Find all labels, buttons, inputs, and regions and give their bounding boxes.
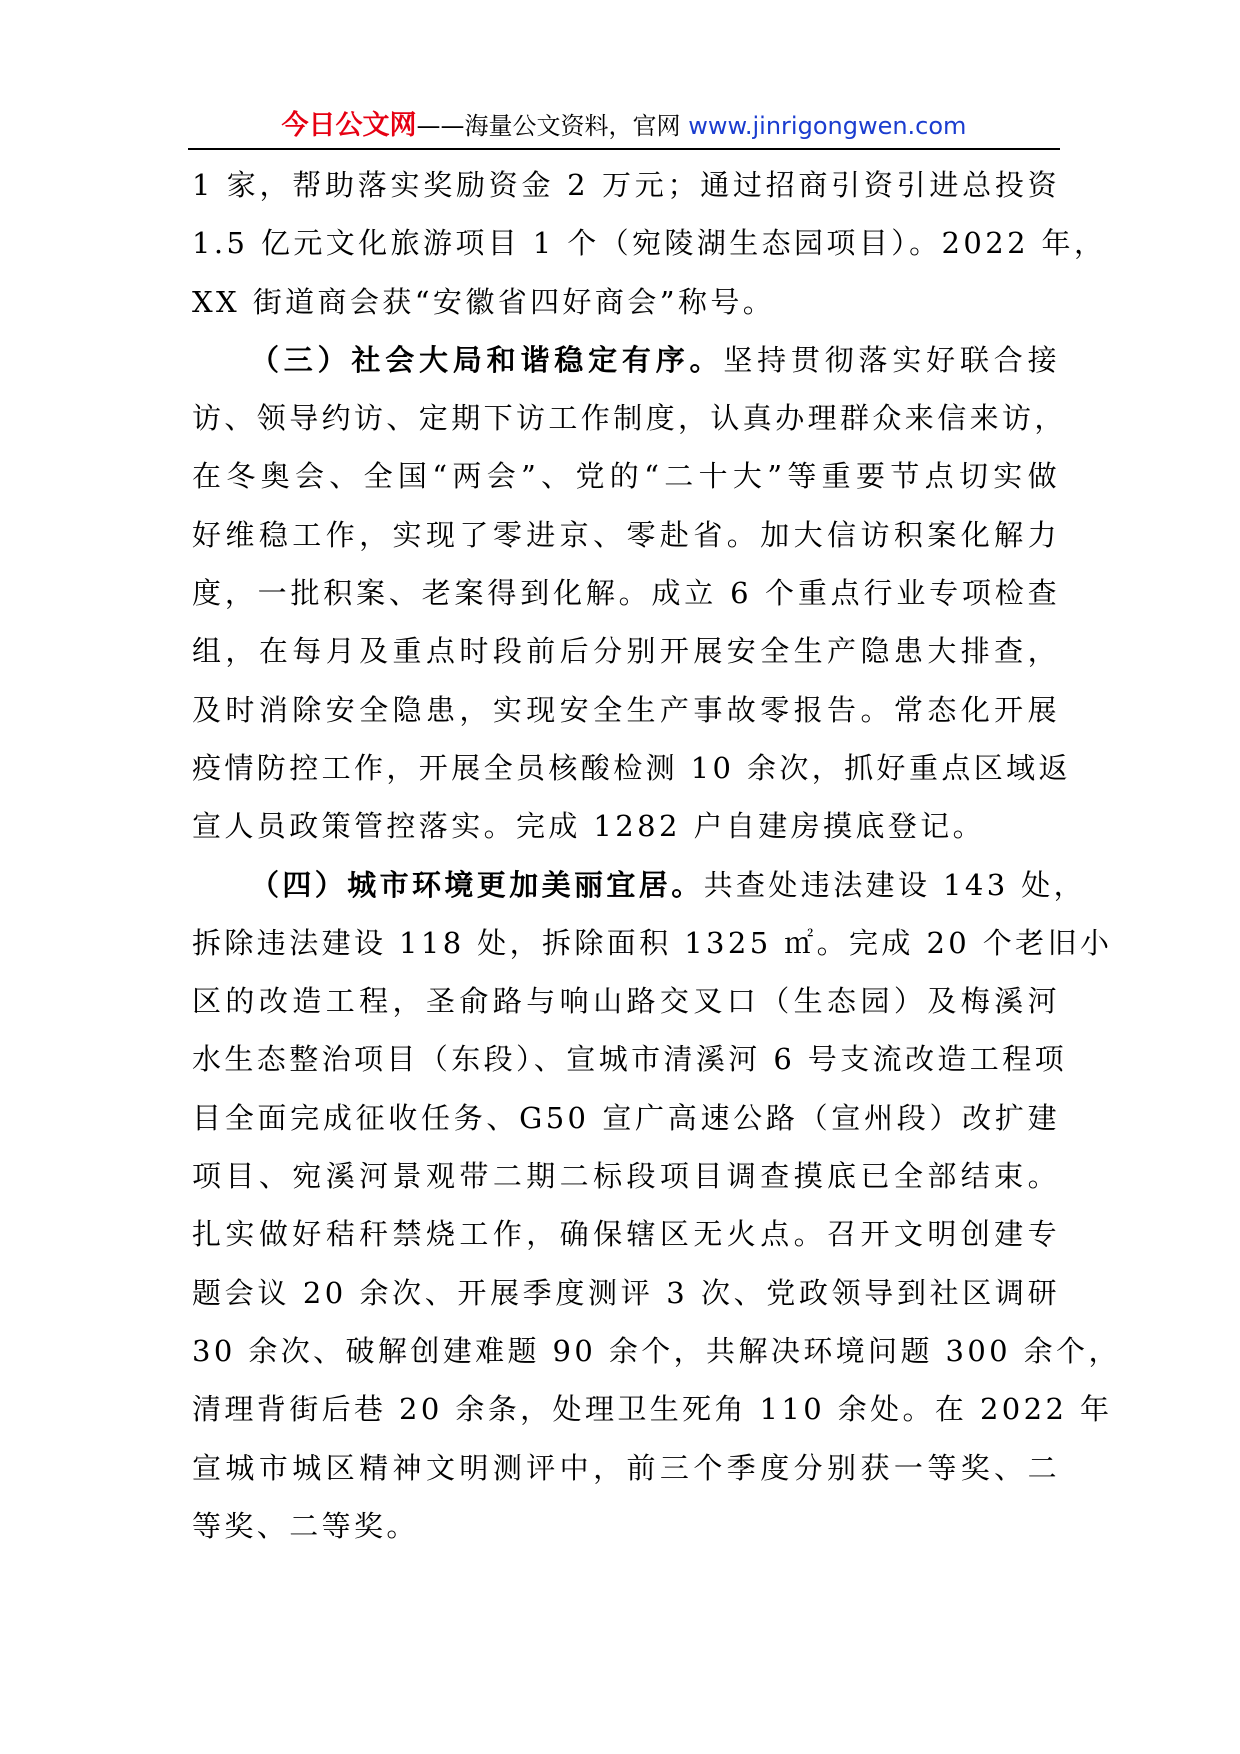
text-line: 30 余次、破解创建难题 90 余个，共解决环境问题 300 余个，	[192, 1333, 1121, 1368]
text-line: 好维稳工作，实现了零进京、零赴省。加大信访积案化解力	[192, 517, 1060, 552]
text-line: 拆除违法建设 118 处，拆除面积 1325 ㎡。完成 20 个老旧小	[192, 925, 1113, 960]
site-url-link[interactable]: www.jinrigongwen.com	[688, 112, 967, 140]
site-brand: 今日公文网	[281, 110, 417, 141]
text-line: 及时消除安全隐患，实现安全生产事故零报告。常态化开展	[192, 692, 1060, 727]
text-line: 1 家，帮助落实奖励资金 2 万元；通过招商引资引进总投资	[192, 168, 1060, 202]
text-line: 宣人员政策管控落实。完成 1282 户自建房摸底登记。	[192, 809, 986, 844]
paragraph-1	[192, 156, 1107, 331]
paragraph-social-stability	[192, 331, 1071, 856]
text-line: 水生态整治项目（东段）、宣城市清溪河 6 号支流改造工程项	[192, 1042, 1067, 1077]
text-line: 在冬奥会、全国“两会”、党的“二十大”等重要节点切实做	[192, 459, 1060, 494]
text-line: XX 街道商会获“安徽省四好商会”称号。	[192, 284, 776, 319]
text-line: 疫情防控工作，开展全员核酸检测 10 余次，抓好重点区域返	[192, 750, 1071, 785]
text-line: 等奖、二等奖。	[192, 1508, 419, 1543]
text-line-rest: 坚持贯彻落实好联合接	[723, 342, 1060, 377]
text-line: 题会议 20 余次、开展季度测评 3 次、党政领导到社区调研	[192, 1275, 1060, 1310]
section-heading-4: （四）城市环境更加美丽宜居。	[250, 867, 704, 902]
header-divider	[188, 148, 1060, 150]
text-line: 宣城市城区精神文明测评中，前三个季度分别获一等奖、二	[192, 1450, 1060, 1485]
section-heading-3: （三）社会大局和谐稳定有序。	[250, 342, 724, 377]
text-line: 1.5 亿元文化旅游项目 1 个（宛陵湖生态园项目）。2022 年，	[192, 226, 1107, 261]
text-line: 目全面完成征收任务、G50 宣广高速公路（宣州段）改扩建	[192, 1100, 1060, 1135]
text-line: 访、领导约访、定期下访工作制度，认真办理群众来信来访，	[192, 401, 1067, 436]
text-line-rest: 共查处违法建设 143 处，	[703, 867, 1086, 902]
paragraph-urban-environment	[192, 856, 1121, 1556]
text-line: 组，在每月及重点时段前后分别开展安全生产隐患大排查，	[192, 634, 1060, 669]
site-tagline: ——海量公文资料，官网	[416, 112, 689, 140]
text-line-first	[192, 331, 1060, 389]
page-header	[188, 108, 1060, 148]
text-line: 项目、宛溪河景观带二期二标段项目调查摸底已全部结束。	[192, 1159, 1060, 1194]
text-line: 区的改造工程，圣俞路与响山路交叉口（生态园）及梅溪河	[192, 984, 1060, 1019]
document-body	[192, 156, 1121, 1555]
text-line-first	[192, 856, 1086, 914]
text-line: 清理背街后巷 20 余条，处理卫生死角 110 余处。在 2022 年	[192, 1392, 1113, 1427]
text-line: 度，一批积案、老案得到化解。成立 6 个重点行业专项检查	[192, 576, 1060, 611]
text-line: 扎实做好秸秆禁烧工作，确保辖区无火点。召开文明创建专	[192, 1217, 1060, 1252]
